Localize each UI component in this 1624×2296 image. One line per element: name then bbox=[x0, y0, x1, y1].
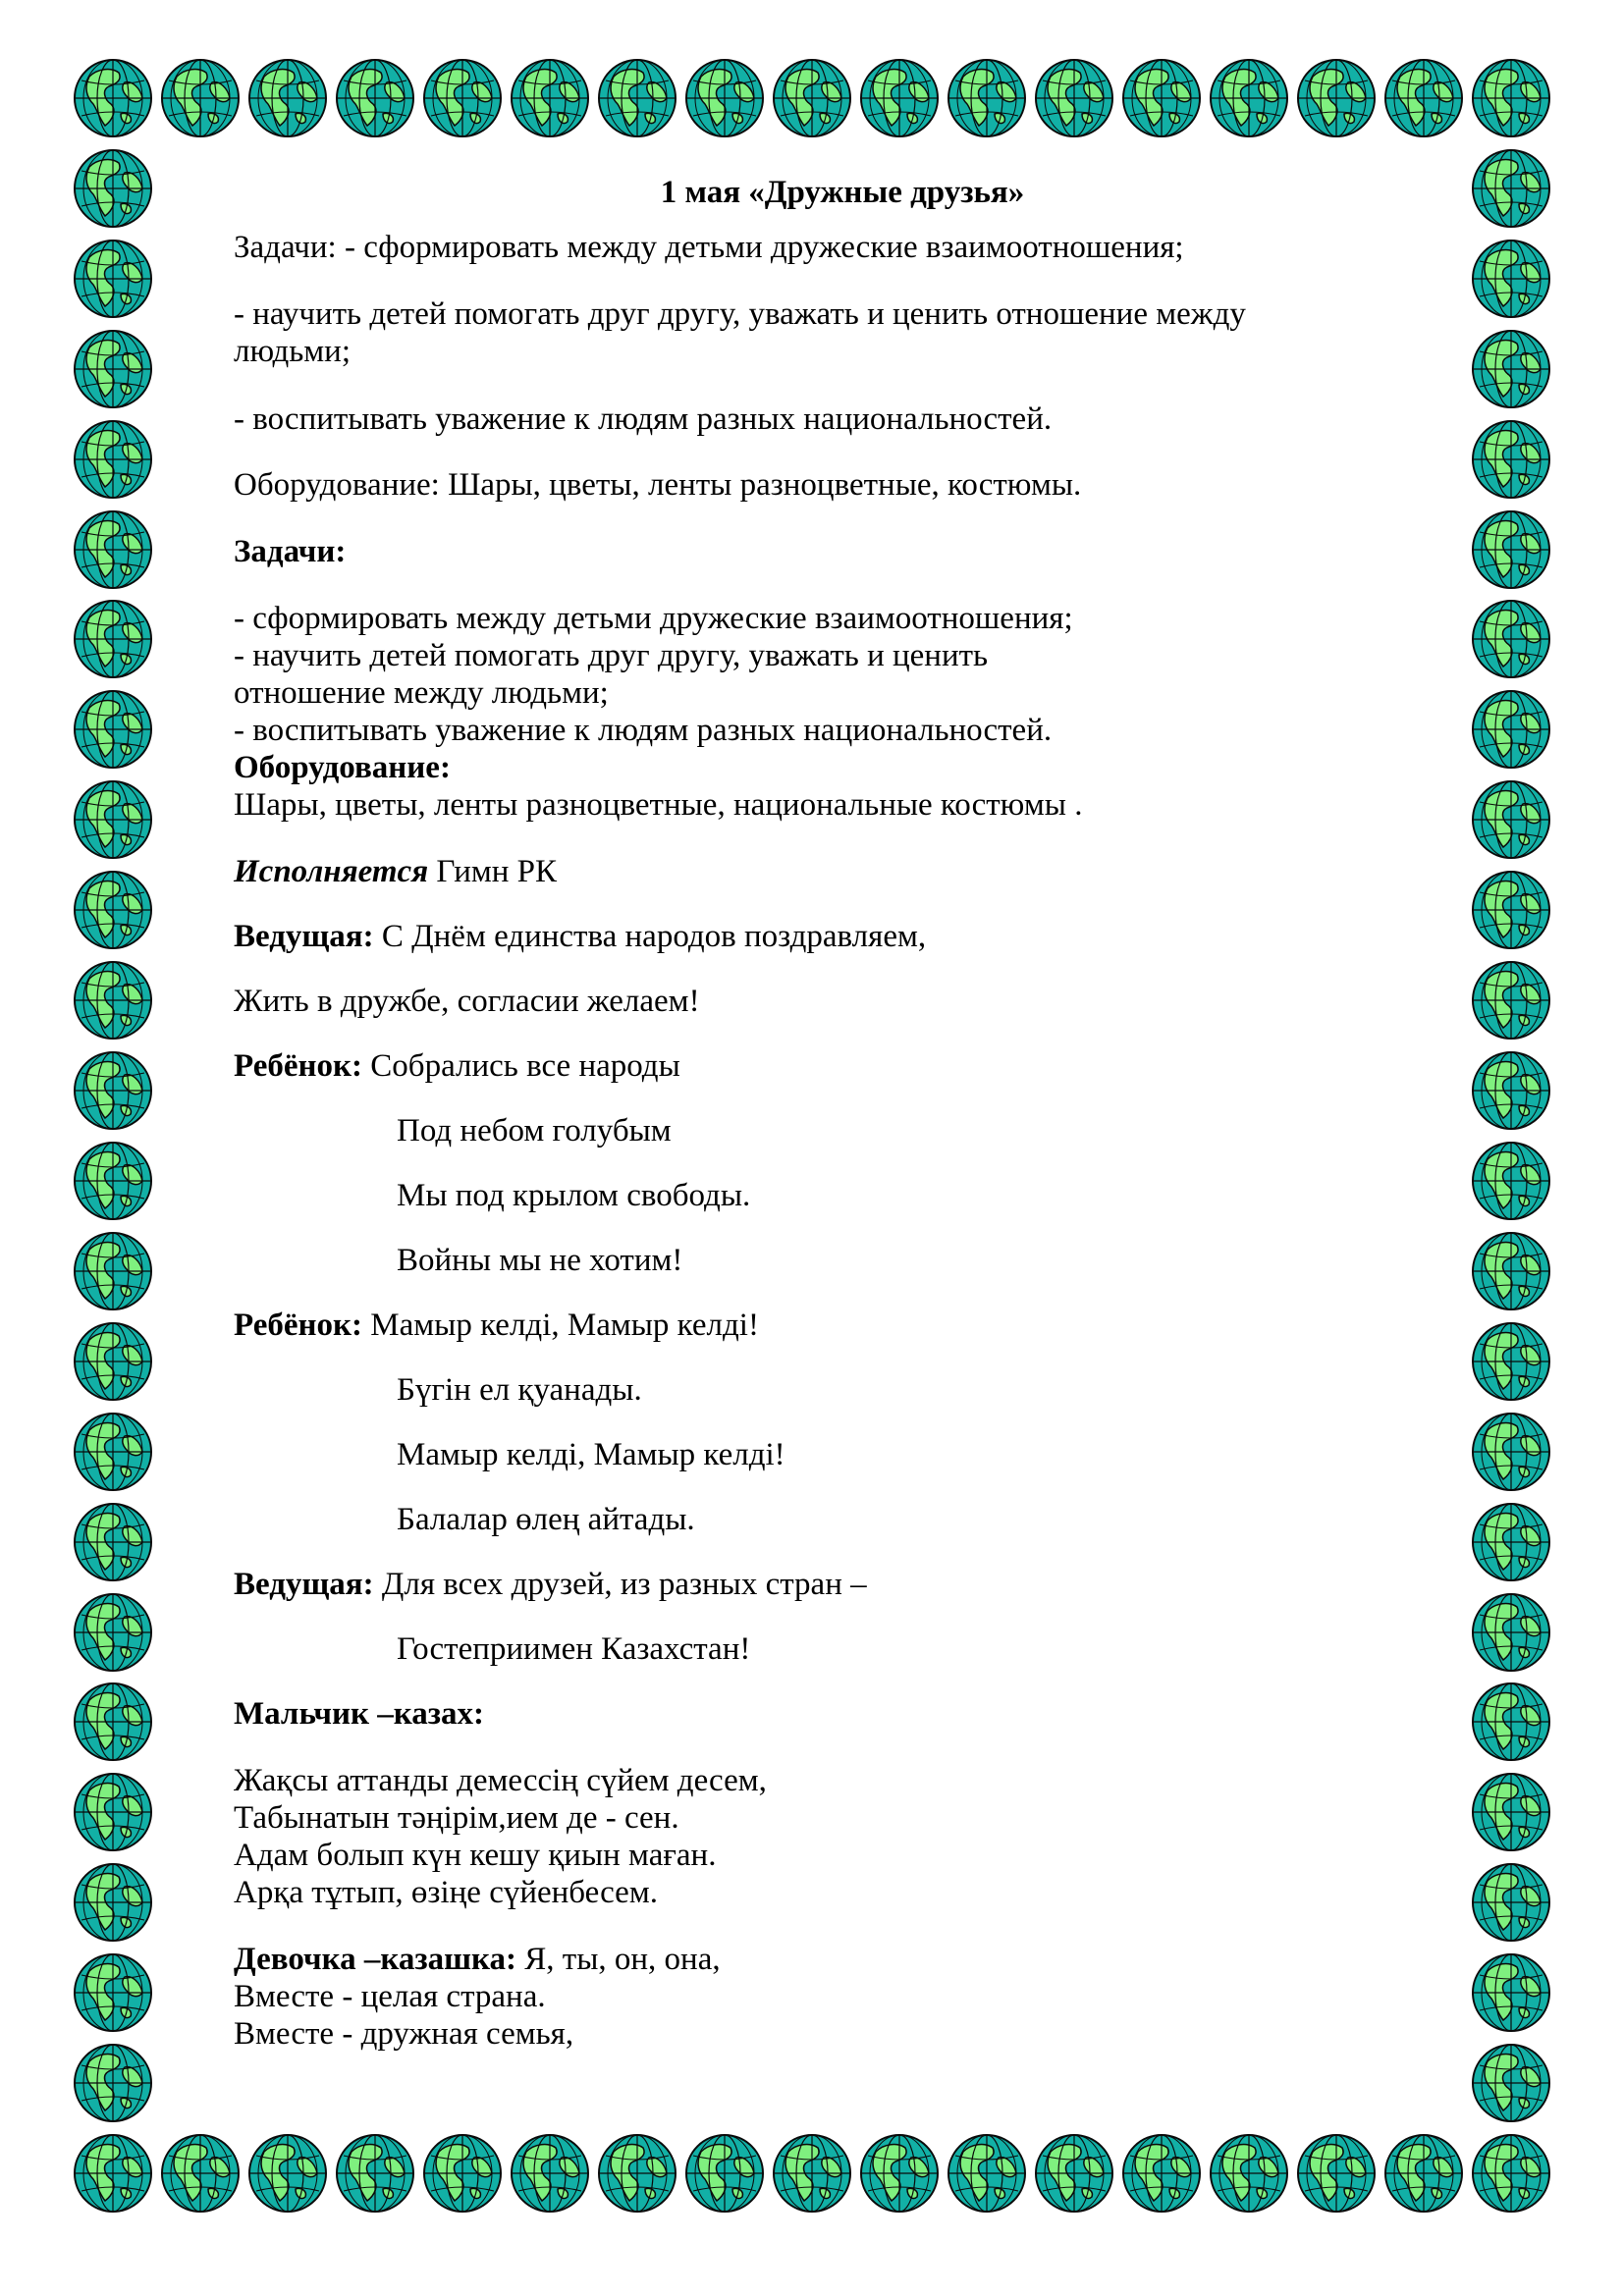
speaker-label: Девочка –казашка: bbox=[234, 1942, 517, 1977]
speech-text: С Днём единства народов поздравляем, bbox=[373, 919, 927, 954]
globe-icon bbox=[1470, 869, 1552, 951]
equipment-heading: Оборудование: bbox=[234, 750, 451, 785]
globe-icon bbox=[72, 869, 154, 951]
globe-icon bbox=[1470, 778, 1552, 861]
globe-icon bbox=[421, 2132, 504, 2215]
intro-goals-line-3: - воспитывать уважение к людям разных национальностей. bbox=[234, 401, 1053, 437]
globe-icon bbox=[72, 1230, 154, 1312]
globe-icon bbox=[858, 57, 941, 139]
globe-icon bbox=[72, 328, 154, 410]
host-line-1 bbox=[234, 917, 926, 956]
globe-icon bbox=[1295, 57, 1378, 139]
verse-line: Под небом голубым bbox=[397, 1113, 672, 1148]
globe-icon bbox=[1470, 418, 1552, 501]
globe-icon bbox=[1470, 2132, 1552, 2215]
globe-icon bbox=[72, 1771, 154, 1853]
verse-line: Балалар өлең айтады. bbox=[397, 1502, 695, 1537]
globe-icon bbox=[72, 508, 154, 591]
goals-item: - воспитывать уважение к людям разных национальностей. bbox=[234, 713, 1053, 748]
globe-icon bbox=[72, 418, 154, 501]
verse-line: Арқа тұтып, өзіңе сүйенбесем. bbox=[234, 1875, 658, 1910]
globe-icon bbox=[1470, 238, 1552, 320]
globe-icon bbox=[1470, 959, 1552, 1041]
globe-icon bbox=[683, 57, 766, 139]
globe-icon bbox=[596, 57, 678, 139]
speaker-label: Ребёнок: bbox=[234, 1308, 363, 1343]
globe-icon bbox=[1470, 1861, 1552, 1944]
globe-icon bbox=[421, 57, 504, 139]
globe-icon bbox=[1470, 57, 1552, 139]
globe-icon bbox=[683, 2132, 766, 2215]
globe-icon bbox=[1470, 1320, 1552, 1403]
verse-line: Гостеприимен Казахстан! bbox=[397, 1631, 751, 1667]
anthem-text: Гимн РК bbox=[428, 854, 558, 889]
globe-icon bbox=[72, 57, 154, 139]
intro-equipment: Оборудование: Шары, цветы, ленты разноцветные, костюмы. bbox=[234, 467, 1082, 503]
child-line-1 bbox=[234, 1046, 680, 1086]
globe-icon bbox=[1470, 1681, 1552, 1763]
goals-item: отношение между людьми; bbox=[234, 675, 609, 711]
globe-icon bbox=[1033, 2132, 1115, 2215]
host-line-2 bbox=[234, 1565, 867, 1604]
globe-icon bbox=[246, 57, 329, 139]
speech-text: Я, ты, он, она, bbox=[516, 1942, 721, 1977]
goals-item: - сформировать между детьми дружеские взаимоотношения; bbox=[234, 601, 1073, 636]
verse-line: Войны мы не хотим! bbox=[397, 1243, 683, 1278]
globe-icon bbox=[1470, 1049, 1552, 1132]
verse-line: Вместе - дружная семья, bbox=[234, 2016, 574, 2052]
globe-icon bbox=[72, 1140, 154, 1222]
globe-icon bbox=[1470, 1501, 1552, 1583]
globe-icon bbox=[72, 1049, 154, 1132]
intro-goals-line-2a: - научить детей помогать друг другу, уважать и ценить отношение между bbox=[234, 296, 1246, 332]
goals-item: - научить детей помогать друг другу, уважать и ценить bbox=[234, 638, 989, 673]
globe-icon bbox=[1382, 2132, 1465, 2215]
globe-icon bbox=[771, 2132, 853, 2215]
globe-icon bbox=[1470, 1140, 1552, 1222]
goals-heading: Задачи: bbox=[234, 534, 347, 569]
globe-icon bbox=[946, 2132, 1028, 2215]
globe-icon bbox=[159, 2132, 242, 2215]
globe-icon bbox=[946, 57, 1028, 139]
globe-icon bbox=[72, 1411, 154, 1493]
globe-icon bbox=[1120, 2132, 1203, 2215]
speaker-label: Ребёнок: bbox=[234, 1048, 363, 1084]
intro-goals-line-1: Задачи: - сформировать между детьми дружеские взаимоотношения; bbox=[234, 230, 1184, 265]
anthem-label: Исполняется bbox=[234, 854, 429, 889]
intro-goals-line-2b: людьми; bbox=[234, 334, 351, 369]
speaker-label: Ведущая: bbox=[234, 919, 374, 954]
globe-icon bbox=[1470, 688, 1552, 771]
globe-icon bbox=[1033, 57, 1115, 139]
globe-icon bbox=[72, 959, 154, 1041]
globe-icon bbox=[72, 1591, 154, 1674]
equipment-text: Шары, цветы, ленты разноцветные, национальные костюмы . bbox=[234, 787, 1083, 823]
globe-icon bbox=[159, 57, 242, 139]
globe-icon bbox=[72, 1681, 154, 1763]
verse-line: Жақсы аттанды демессің сүйем десем, bbox=[234, 1763, 767, 1798]
globe-icon bbox=[509, 57, 591, 139]
globe-icon bbox=[1470, 1230, 1552, 1312]
globe-icon bbox=[72, 147, 154, 230]
globe-icon bbox=[334, 2132, 416, 2215]
verse-line: Табынатын тәңірім,ием де - сен. bbox=[234, 1800, 679, 1836]
globe-icon bbox=[1470, 2042, 1552, 2124]
globe-icon bbox=[246, 2132, 329, 2215]
globe-icon bbox=[72, 1861, 154, 1944]
globe-icon bbox=[858, 2132, 941, 2215]
globe-icon bbox=[1208, 57, 1290, 139]
globe-icon bbox=[1382, 57, 1465, 139]
verse-line: Бүгін ел қуанады. bbox=[397, 1372, 642, 1408]
globe-icon bbox=[72, 778, 154, 861]
speech-text: Собрались все народы bbox=[362, 1048, 680, 1084]
globe-icon bbox=[72, 238, 154, 320]
globe-icon bbox=[72, 688, 154, 771]
globe-icon bbox=[1470, 1591, 1552, 1674]
host-line-1-cont: Жить в дружбе, согласии желаем! bbox=[234, 984, 700, 1019]
globe-icon bbox=[596, 2132, 678, 2215]
globe-icon bbox=[334, 57, 416, 139]
globe-icon bbox=[509, 2132, 591, 2215]
globe-icon bbox=[1470, 328, 1552, 410]
globe-icon bbox=[72, 1320, 154, 1403]
speech-text: Мамыр келді, Мамыр келді! bbox=[362, 1308, 759, 1343]
globe-icon bbox=[1470, 1951, 1552, 2034]
globe-icon bbox=[72, 1951, 154, 2034]
boy-heading: Мальчик –казах: bbox=[234, 1696, 485, 1732]
globe-icon bbox=[1470, 1771, 1552, 1853]
document-title: 1 мая «Дружные друзья» bbox=[660, 175, 1025, 210]
globe-icon bbox=[72, 598, 154, 680]
globe-icon bbox=[72, 2042, 154, 2124]
globe-icon bbox=[72, 1501, 154, 1583]
verse-line: Вместе - целая страна. bbox=[234, 1979, 546, 2014]
globe-icon bbox=[1470, 1411, 1552, 1493]
speaker-label: Ведущая: bbox=[234, 1567, 374, 1602]
globe-icon bbox=[1295, 2132, 1378, 2215]
globe-icon bbox=[771, 57, 853, 139]
globe-icon bbox=[1470, 598, 1552, 680]
girl-line bbox=[234, 1940, 721, 1979]
anthem-line bbox=[234, 852, 557, 891]
speech-text: Для всех друзей, из разных стран – bbox=[373, 1567, 867, 1602]
globe-icon bbox=[72, 2132, 154, 2215]
globe-icon bbox=[1208, 2132, 1290, 2215]
child-line-2 bbox=[234, 1306, 759, 1345]
verse-line: Адам болып күн кешу қиын маған. bbox=[234, 1838, 717, 1873]
globe-icon bbox=[1470, 508, 1552, 591]
globe-icon bbox=[1120, 57, 1203, 139]
verse-line: Мы под крылом свободы. bbox=[397, 1178, 751, 1213]
verse-line: Мамыр келді, Мамыр келді! bbox=[397, 1437, 785, 1472]
globe-icon bbox=[1470, 147, 1552, 230]
